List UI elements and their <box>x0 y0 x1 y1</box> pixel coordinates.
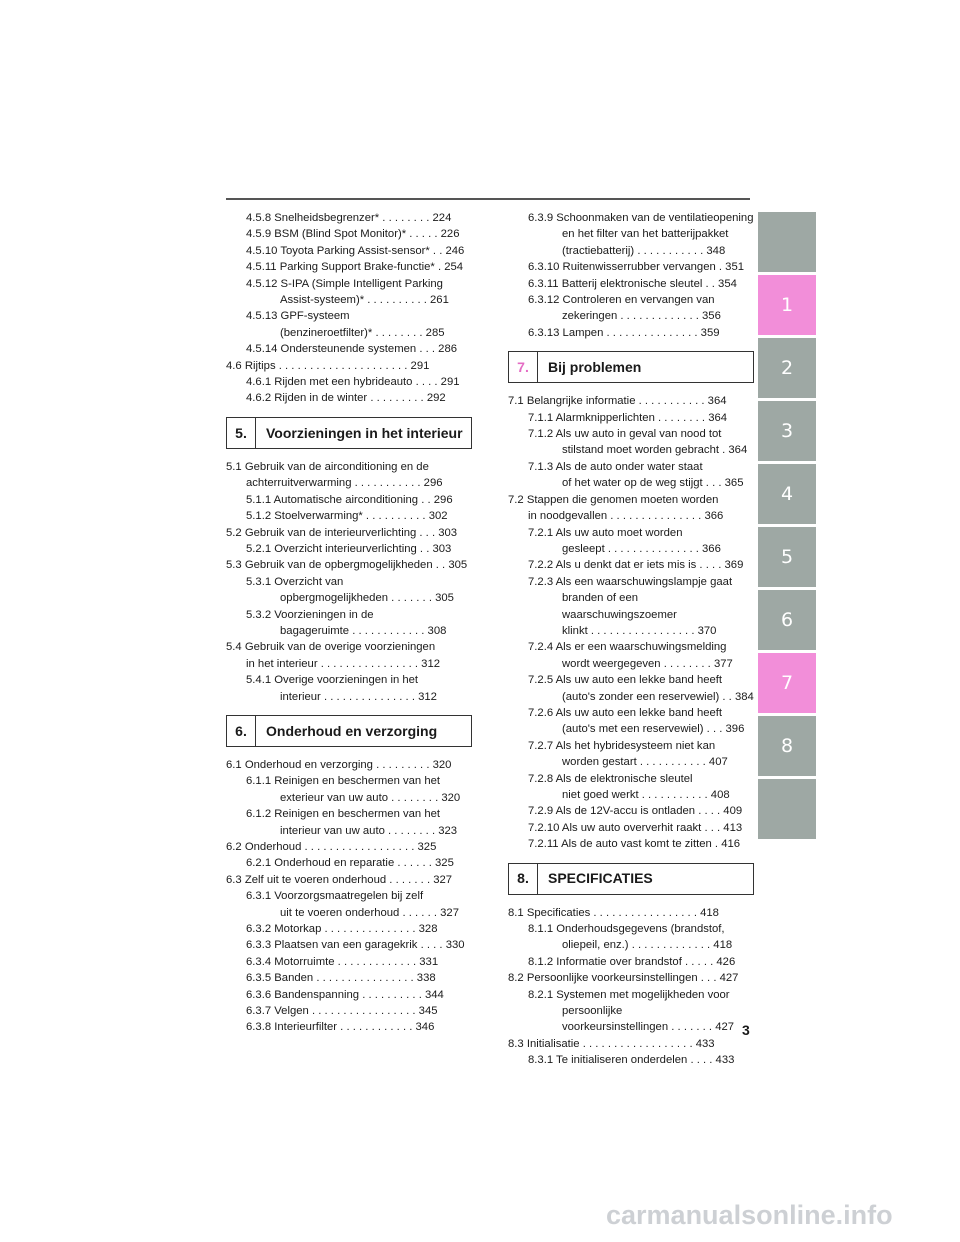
toc-entry[interactable]: 4.6 Rijtips . . . . . . . . . . . . . . . . . . . . . 291 <box>226 359 430 372</box>
chapter-tab-blank[interactable] <box>758 779 816 839</box>
section-number: 8. <box>509 864 538 894</box>
chapter-tab-7[interactable]: 7 <box>758 653 816 713</box>
section-title: Voorzieningen in het interieur <box>266 424 463 441</box>
section-header <box>508 863 754 895</box>
toc-entry[interactable]: 8.2.1 Systemen met mogelijkheden voor <box>528 988 730 1001</box>
toc-entry[interactable]: 7.2.6 Als uw auto een lekke band heeft <box>528 706 723 719</box>
page-number: 3 <box>742 1022 750 1038</box>
toc-entry[interactable]: 7.2.3 Als een waarschuwingslampje gaat <box>528 575 733 588</box>
chapter-tab-2[interactable]: 2 <box>758 338 816 398</box>
toc-entry[interactable]: exterieur van uw auto . . . . . . . . 320 <box>280 791 461 804</box>
section-number: 6. <box>227 716 256 746</box>
toc-entry[interactable]: stilstand moet worden gebracht . 364 <box>562 444 748 457</box>
section-title: Onderhoud en verzorging <box>266 722 438 739</box>
chapter-tab-4[interactable]: 4 <box>758 464 816 524</box>
toc-entry[interactable]: (benzineroetfilter)* . . . . . . . . 285 <box>280 326 445 339</box>
toc-entry[interactable]: in het interieur . . . . . . . . . . . . . . . . 312 <box>246 657 441 670</box>
toc-entry[interactable]: 6.3.2 Motorkap . . . . . . . . . . . . . . . 328 <box>246 923 438 936</box>
toc-entry[interactable]: 7.2.11 Als de auto vast komt te zitten . 416 <box>528 838 741 851</box>
toc-entry[interactable]: 6.1 Onderhoud en verzorging . . . . . . . . . 320 <box>226 758 452 771</box>
chapter-tab-6[interactable]: 6 <box>758 590 816 650</box>
toc-entry[interactable]: 7.1.1 Alarmknipperlichten . . . . . . . . 364 <box>528 411 728 424</box>
section-header <box>508 351 754 383</box>
toc-entry[interactable]: 4.5.13 GPF-systeem <box>246 310 350 323</box>
toc-entry[interactable]: oliepeil, enz.) . . . . . . . . . . . . . 418 <box>562 939 733 952</box>
toc-entry[interactable]: 7.2.2 Als u denkt dat er iets mis is . . . . 369 <box>528 559 744 572</box>
toc-entry[interactable]: 6.3.7 Velgen . . . . . . . . . . . . . . . . . 345 <box>246 1005 438 1018</box>
toc-entry[interactable]: Assist-systeem)* . . . . . . . . . . 261 <box>280 294 449 307</box>
toc-column-right <box>508 210 754 1069</box>
toc-entry[interactable]: (auto's zonder een reservewiel) . . 384 <box>562 690 754 703</box>
toc-entry[interactable]: 5.4 Gebruik van de overige voorzieningen <box>226 641 436 654</box>
toc-entry[interactable]: 5.1.1 Automatische airconditioning . . 296 <box>246 493 453 506</box>
section-number: 7. <box>509 352 538 382</box>
toc-entry[interactable]: 5.3 Gebruik van de opbergmogelijkheden . . 305 <box>226 559 468 572</box>
toc-entry[interactable]: 6.3.13 Lampen . . . . . . . . . . . . . . . 359 <box>528 326 720 339</box>
toc-entry[interactable]: 7.1 Belangrijke informatie . . . . . . . . . . . 364 <box>508 395 727 408</box>
toc-entry[interactable]: 6.3.6 Bandenspanning . . . . . . . . . . 344 <box>246 988 444 1001</box>
toc-entry[interactable]: 5.2.1 Overzicht interieurverlichting . . 303 <box>246 542 452 555</box>
toc-entry[interactable]: 7.2.1 Als uw auto moet worden <box>528 526 683 539</box>
toc-entry[interactable]: 7.2.5 Als uw auto een lekke band heeft <box>528 674 723 687</box>
toc-entry[interactable]: 5.2 Gebruik van de interieurverlichting . . . 303 <box>226 526 458 539</box>
section-header <box>226 417 472 449</box>
toc-entry[interactable]: en het filter van het batterijpakket <box>562 228 729 241</box>
toc-entry[interactable]: voorkeursinstellingen . . . . . . . 427 <box>562 1021 735 1034</box>
toc-entry[interactable]: zekeringen . . . . . . . . . . . . . 356 <box>562 310 721 323</box>
toc-entry[interactable]: wordt weergegeven . . . . . . . . 377 <box>562 657 733 670</box>
toc-entry[interactable]: klinkt . . . . . . . . . . . . . . . . . 370 <box>562 624 717 637</box>
top-rule <box>226 198 750 200</box>
toc-entry[interactable]: niet goed werkt . . . . . . . . . . . 408 <box>562 789 730 801</box>
toc-entry[interactable]: 6.3.12 Controleren en vervangen van <box>528 294 715 307</box>
toc-entry[interactable]: 6.3.11 Batterij elektronische sleutel . . 354 <box>528 277 737 290</box>
toc-entry[interactable]: 4.6.2 Rijden in de winter . . . . . . . . . 292 <box>246 392 446 405</box>
chapter-tab-3[interactable]: 3 <box>758 401 816 461</box>
toc-column-left <box>226 210 472 1036</box>
toc-entry[interactable]: bagageruimte . . . . . . . . . . . . 308 <box>280 624 447 637</box>
toc-entry[interactable]: (auto's met een reservewiel) . . . 396 <box>562 723 745 736</box>
toc-entry[interactable]: 7.1.3 Als de auto onder water staat <box>528 460 703 473</box>
toc-entry[interactable]: 7.2 Stappen die genomen moeten worden <box>508 493 719 506</box>
toc-entry[interactable]: in noodgevallen . . . . . . . . . . . . . . . 366 <box>528 510 724 523</box>
toc-entry[interactable]: 4.6.1 Rijden met een hybrideauto . . . . 291 <box>246 376 460 389</box>
toc-entry[interactable]: 5.4.1 Overige voorzieningen in het <box>246 674 419 687</box>
toc-entry[interactable]: 5.1.2 Stoelverwarming* . . . . . . . . . . 302 <box>246 510 448 523</box>
chapter-tab-blank[interactable] <box>758 212 816 272</box>
toc-entry[interactable]: interieur van uw auto . . . . . . . . 323 <box>280 824 458 837</box>
toc-entry[interactable]: 6.3.9 Schoonmaken van de ventilatieopening <box>528 212 754 224</box>
toc-entry[interactable]: gesleept . . . . . . . . . . . . . . . 366 <box>562 542 721 555</box>
watermark: carmanualsonline.info <box>606 1200 893 1230</box>
toc-entry[interactable]: uit te voeren onderhoud . . . . . . 327 <box>280 906 459 919</box>
chapter-tab-1[interactable]: 1 <box>758 275 816 335</box>
toc-entry[interactable]: 7.2.7 Als het hybridesysteem niet kan <box>528 739 716 752</box>
chapter-tab-8[interactable]: 8 <box>758 716 816 776</box>
toc-entry[interactable]: of het water op de weg stijgt . . . 365 <box>562 477 744 490</box>
toc-entry[interactable]: 6.1.2 Reinigen en beschermen van het <box>246 808 441 821</box>
toc-entry[interactable]: 4.5.11 Parking Support Brake-functie* . 254 <box>246 261 464 274</box>
toc-entry[interactable]: 4.5.14 Ondersteunende systemen . . . 286 <box>246 343 458 356</box>
toc-entry[interactable]: 6.3.10 Ruitenwisserrubber vervangen . 351 <box>528 261 745 274</box>
toc-entry[interactable]: 8.3.1 Te initialiseren onderdelen . . . . 433 <box>528 1054 735 1067</box>
toc-entry[interactable]: 6.3.8 Interieurfilter . . . . . . . . . . . . 346 <box>246 1021 435 1034</box>
toc-entry[interactable]: 7.2.4 Als er een waarschuwingsmelding <box>528 641 727 654</box>
toc-entry[interactable]: 7.1.2 Als uw auto in geval van nood tot <box>528 428 722 441</box>
toc-entry[interactable]: 4.5.10 Toyota Parking Assist-sensor* . . 246 <box>246 244 465 257</box>
toc-entry[interactable]: 7.2.8 Als de elektronische sleutel <box>528 772 693 785</box>
toc-entry[interactable]: opbergmogelijkheden . . . . . . . 305 <box>280 592 454 605</box>
chapter-tabs <box>758 212 816 842</box>
toc-entry[interactable]: 8.1.2 Informatie over brandstof . . . . . 426 <box>528 955 736 968</box>
toc-entry[interactable]: 4.5.9 BSM (Blind Spot Monitor)* . . . . . 226 <box>246 228 460 241</box>
toc-entry[interactable]: (tractiebatterij) . . . . . . . . . . . 348 <box>562 244 726 257</box>
toc-entry[interactable]: 8.3 Initialisatie . . . . . . . . . . . . . . . . . . 433 <box>508 1037 715 1050</box>
toc-entry[interactable]: 6.3 Zelf uit te voeren onderhoud . . . . . . . 327 <box>226 873 453 886</box>
toc-entry[interactable]: 6.2 Onderhoud . . . . . . . . . . . . . . . . . . 325 <box>226 841 437 853</box>
toc-entry[interactable]: 8.2 Persoonlijke voorkeursinstellingen . . . 427 <box>508 972 739 985</box>
toc-entry[interactable]: 8.1.1 Onderhoudsgegevens (brandstof, <box>528 923 725 936</box>
toc-entry[interactable]: 6.3.5 Banden . . . . . . . . . . . . . . . . 338 <box>246 972 436 985</box>
toc-entry[interactable]: 7.2.10 Als uw auto oververhit raakt . . . 413 <box>528 821 743 834</box>
chapter-tab-5[interactable]: 5 <box>758 527 816 587</box>
toc-entry[interactable]: 6.3.3 Plaatsen van een garagekrik . . . . 330 <box>246 939 465 952</box>
toc-entry[interactable]: 5.3.1 Overzicht van <box>246 575 344 588</box>
section-number: 5. <box>227 418 256 448</box>
toc-entry[interactable]: 6.3.1 Voorzorgsmaatregelen bij zelf <box>246 890 424 903</box>
toc-entry[interactable]: 6.3.4 Motorruimte . . . . . . . . . . . . . 331 <box>246 955 439 968</box>
toc-entry[interactable]: 5.3.2 Voorzieningen in de <box>246 608 374 621</box>
toc-entry[interactable]: worden gestart . . . . . . . . . . . 407 <box>562 756 728 769</box>
toc-entry[interactable]: 6.1.1 Reinigen en beschermen van het <box>246 775 441 788</box>
toc-entry[interactable]: 4.5.12 S-IPA (Simple Intelligent Parking <box>246 277 443 290</box>
toc-entry[interactable]: 7.2.9 Als de 12V-accu is ontladen . . . . 409 <box>528 805 743 818</box>
toc-entry[interactable]: 6.2.1 Onderhoud en reparatie . . . . . . 325 <box>246 857 454 870</box>
toc-entry[interactable]: persoonlijke <box>562 1005 623 1018</box>
toc-entry[interactable]: achterruitverwarming . . . . . . . . . . . 296 <box>246 477 443 490</box>
section-title: Bij problemen <box>548 359 642 376</box>
toc-entry[interactable]: 5.1 Gebruik van de airconditioning en de <box>226 460 429 473</box>
toc-entry[interactable]: 8.1 Specificaties . . . . . . . . . . . . . . . . . 418 <box>508 906 719 919</box>
section-title: SPECIFICATIES <box>548 870 653 887</box>
toc-entry[interactable]: 4.5.8 Snelheidsbegrenzer* . . . . . . . . 224 <box>246 212 452 224</box>
toc-entry[interactable]: branden of een waarschuwingszoemer <box>562 592 677 621</box>
section-header <box>226 715 472 747</box>
toc-entry[interactable]: interieur . . . . . . . . . . . . . . . 312 <box>280 690 437 703</box>
